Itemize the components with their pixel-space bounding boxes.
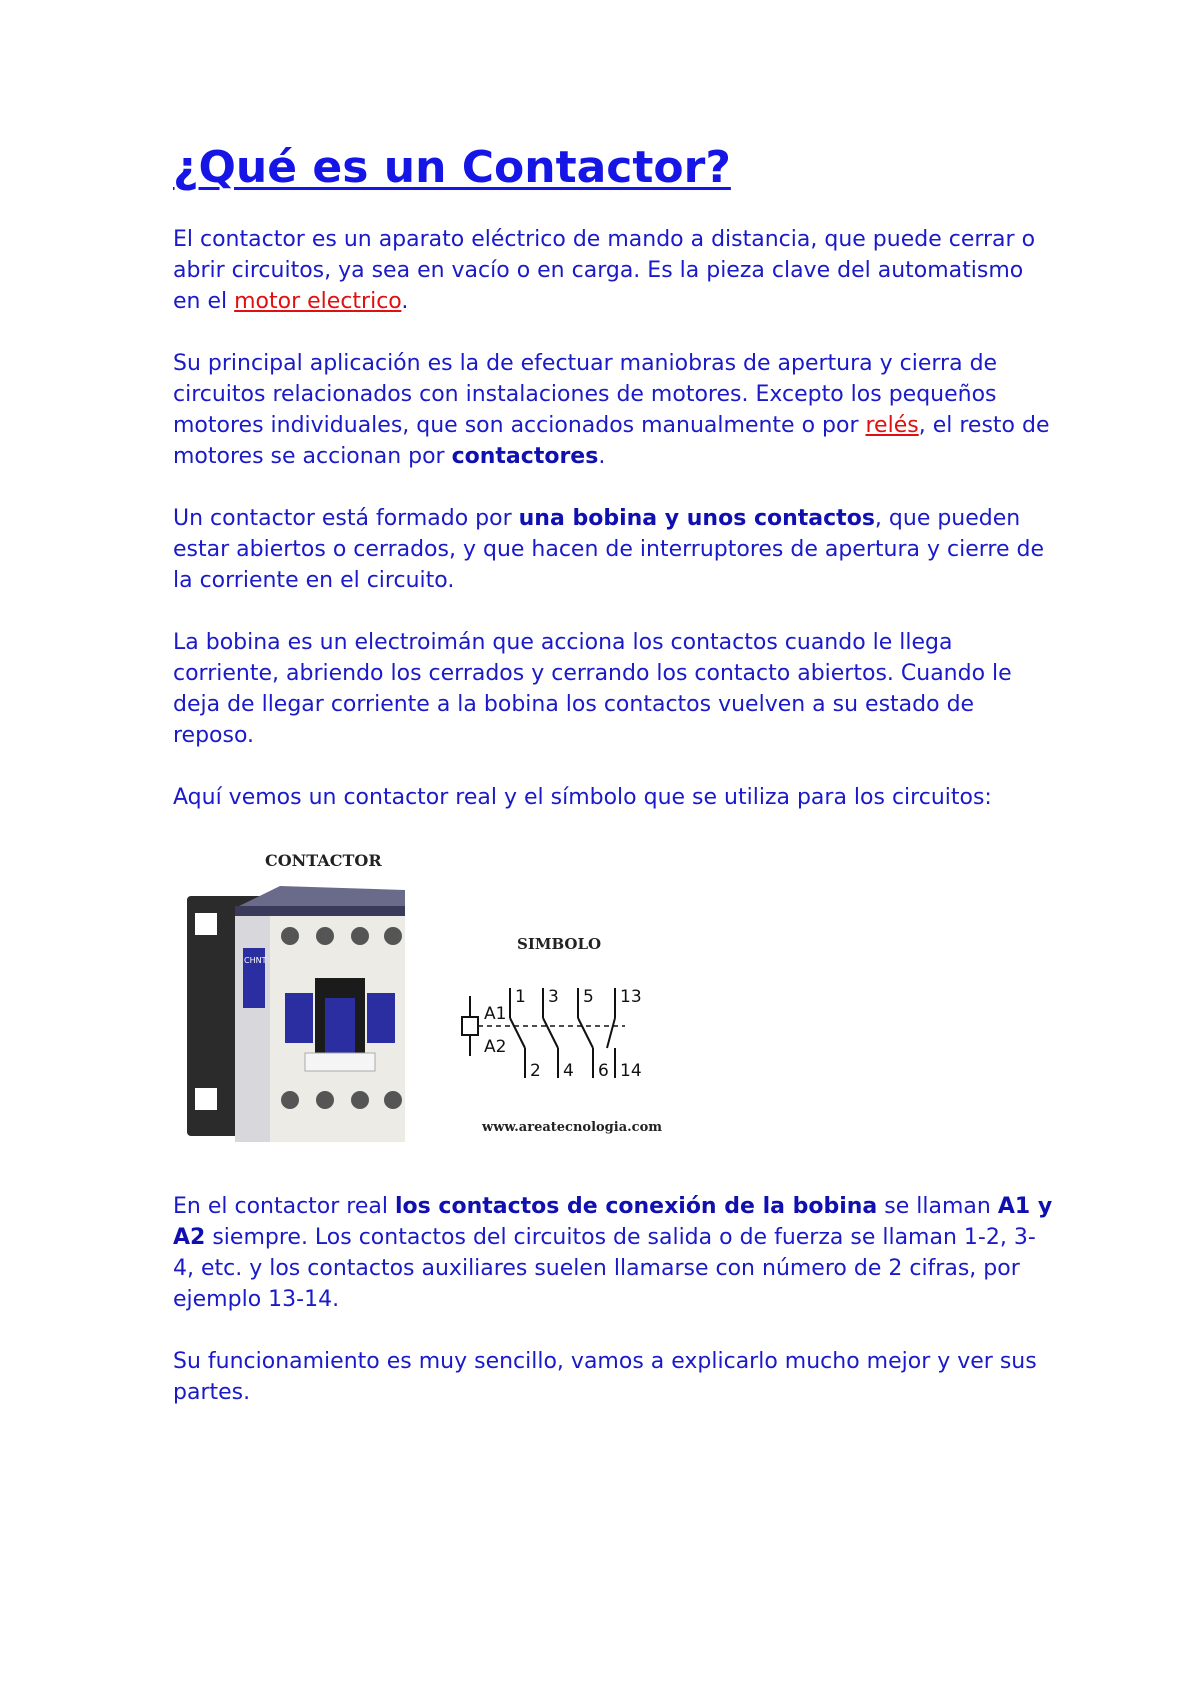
- paragraph-figure-intro: Aquí vemos un contactor real y el símbolo que se utiliza para los circuitos:: [173, 785, 992, 810]
- paragraph-composition: [173, 503, 1053, 596]
- composition-end: , que pueden estar abiertos o cerrados, y que hacen de interruptores de apertura y cierre de la corriente en el circuito.: [173, 506, 1044, 593]
- contactor-figure: [175, 838, 675, 1163]
- real-bold-coil: los contactos de conexión de la bobina: [395, 1194, 878, 1219]
- paragraph-real-contactor: [173, 1191, 1053, 1315]
- real-end: siempre. Los contactos del circuitos de salida o de fuerza se llaman 1-2, 3-4, etc. y los contactos auxiliares suelen llamarse con número de 2 cifras, por ejemplo 13-14.: [173, 1225, 1036, 1312]
- motor-electrico-link[interactable]: motor electrico: [234, 289, 402, 314]
- coil-a2-label: A2: [484, 1037, 507, 1057]
- real-mid: se llaman: [877, 1194, 998, 1219]
- contactor-illustration: [175, 838, 675, 1163]
- document-page: [173, 140, 1053, 1439]
- contact-top-1: 1: [515, 987, 526, 1007]
- composition-bold: una bobina y unos contactos: [518, 506, 875, 531]
- source-url: www.areatecnologia.com: [482, 1120, 663, 1135]
- application-text: Su principal aplicación es la de efectuar maniobras de apertura y cierra de circuitos relacionados con instalaciones de motores. Excepto los pequeños motores individuales, que son accionados manualmente o por: [173, 351, 998, 438]
- paragraph-coil: La bobina es un electroimán que acciona los contactos cuando le llega corriente, abriendo los cerrados y cerrando los contacto abiertos. Cuando le deja de llegar corriente a la bobina los contactos vuelven a su estado de reposo.: [173, 630, 1012, 748]
- paragraph-application: [173, 348, 1053, 472]
- contact-bottom-4: 4: [563, 1061, 574, 1081]
- application-mid: , el resto de motores se accionan por: [173, 413, 1050, 469]
- contact-top-3: 3: [548, 987, 559, 1007]
- symbol-label: SIMBOLO: [517, 935, 602, 953]
- real-bold-a1a2: A1 y A2: [173, 1194, 1053, 1250]
- page-title: ¿Qué es un Contactor?: [173, 142, 731, 193]
- contact-top-13: 13: [620, 987, 642, 1007]
- contact-bottom-14: 14: [620, 1061, 642, 1081]
- intro-text: El contactor es un aparato eléctrico de mando a distancia, que puede cerrar o abrir circuitos, ya sea en vacío o en carga. Es la pieza clave del automatismo en el: [173, 227, 1036, 314]
- contact-top-5: 5: [583, 987, 594, 1007]
- paragraph-intro: [173, 224, 1053, 317]
- contact-bottom-6: 6: [598, 1061, 609, 1081]
- brand-label: CHNT: [244, 956, 267, 965]
- composition-text: Un contactor está formado por: [173, 506, 519, 531]
- contactor-photo: [187, 886, 405, 1142]
- real-text: En el contactor real: [173, 1194, 395, 1219]
- paragraph-operation: Su funcionamiento es muy sencillo, vamos a explicarlo mucho mejor y ver sus partes.: [173, 1349, 1037, 1405]
- application-end: .: [598, 444, 606, 469]
- reles-link[interactable]: relés: [865, 413, 919, 438]
- coil-a1-label: A1: [484, 1004, 507, 1024]
- contact-bottom-2: 2: [530, 1061, 541, 1081]
- photo-label: CONTACTOR: [265, 851, 382, 870]
- intro-end: .: [401, 289, 409, 314]
- application-bold: contactores: [451, 444, 599, 469]
